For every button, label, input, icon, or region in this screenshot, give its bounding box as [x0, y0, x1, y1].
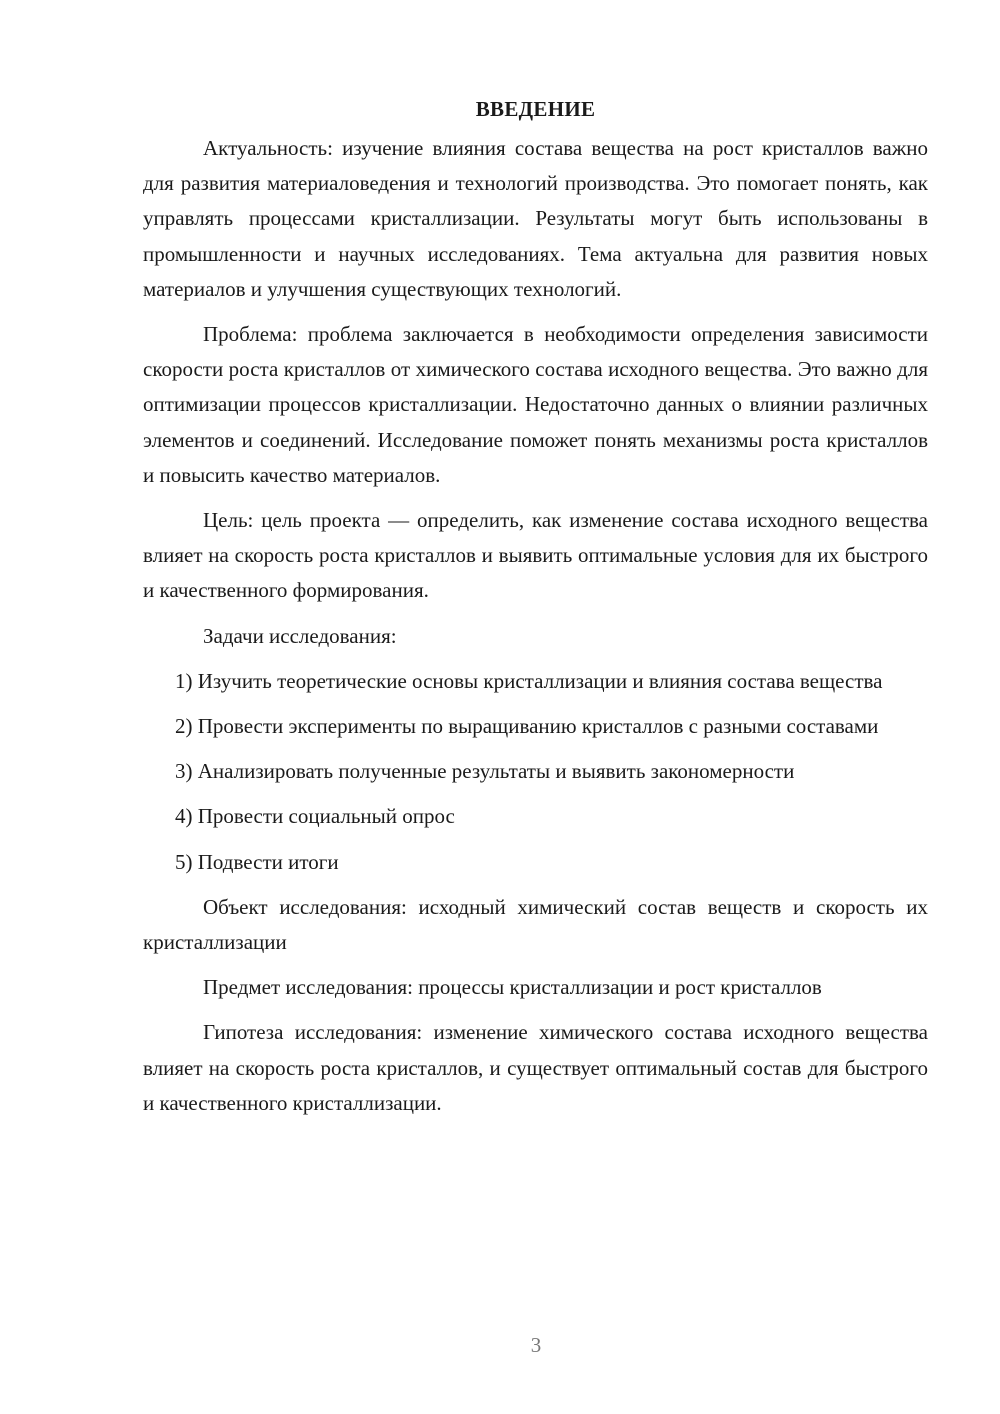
subject-paragraph: Предмет исследования: процессы кристаллизации и рост кристаллов: [203, 975, 822, 1000]
task-item: 2) Провести эксперименты по выращиванию кристаллов с разными составами: [175, 714, 879, 739]
task-item: 4) Провести социальный опрос: [175, 804, 455, 829]
goal-paragraph: Цель: цель проекта — определить, как изменение состава исходного вещества влияет на скорость роста кристаллов и выявить оптимальные условия для их быстрого и качественного формирования.: [143, 508, 928, 603]
task-item: 1) Изучить теоретические основы кристаллизации и влияния состава вещества: [175, 668, 883, 693]
page-number: 3: [530, 1333, 542, 1357]
relevance-paragraph: Актуальность: изучение влияния состава вещества на рост кристаллов важно для развития материаловедения и технологий производства. Это помогает понять, как управлять процессами кристаллизации. Результаты могут быть использованы в промышленности и научных исследованиях. Тема актуальна для развития новых материалов и улучшения существующих технологий.: [143, 136, 928, 301]
page-title: ВВЕДЕНИЕ: [475, 97, 596, 121]
problem-paragraph: Проблема: проблема заключается в необходимости определения зависимости скорости роста кристаллов от химического состава исходного вещества. Это важно для оптимизации процессов кристаллизации. Недостаточно данных о влиянии различных элементов и соединений. Исследование поможет понять механизмы роста кристаллов и повысить качество материалов.: [143, 322, 928, 487]
object-paragraph: Объект исследования: исходный химический состав веществ и скорость их кристаллизации: [143, 894, 928, 955]
document-page: [143, 92, 928, 1131]
hypothesis-paragraph: Гипотеза исследования: изменение химического состава исходного вещества влияет на скорость роста кристаллов, и существует оптимальный состав для быстрого и качественного кристаллизации.: [143, 1020, 928, 1115]
task-item: 3) Анализировать полученные результаты и выявить закономерности: [175, 759, 795, 784]
task-item: 5) Подвести итоги: [175, 849, 339, 874]
tasks-heading: Задачи исследования:: [203, 623, 397, 648]
